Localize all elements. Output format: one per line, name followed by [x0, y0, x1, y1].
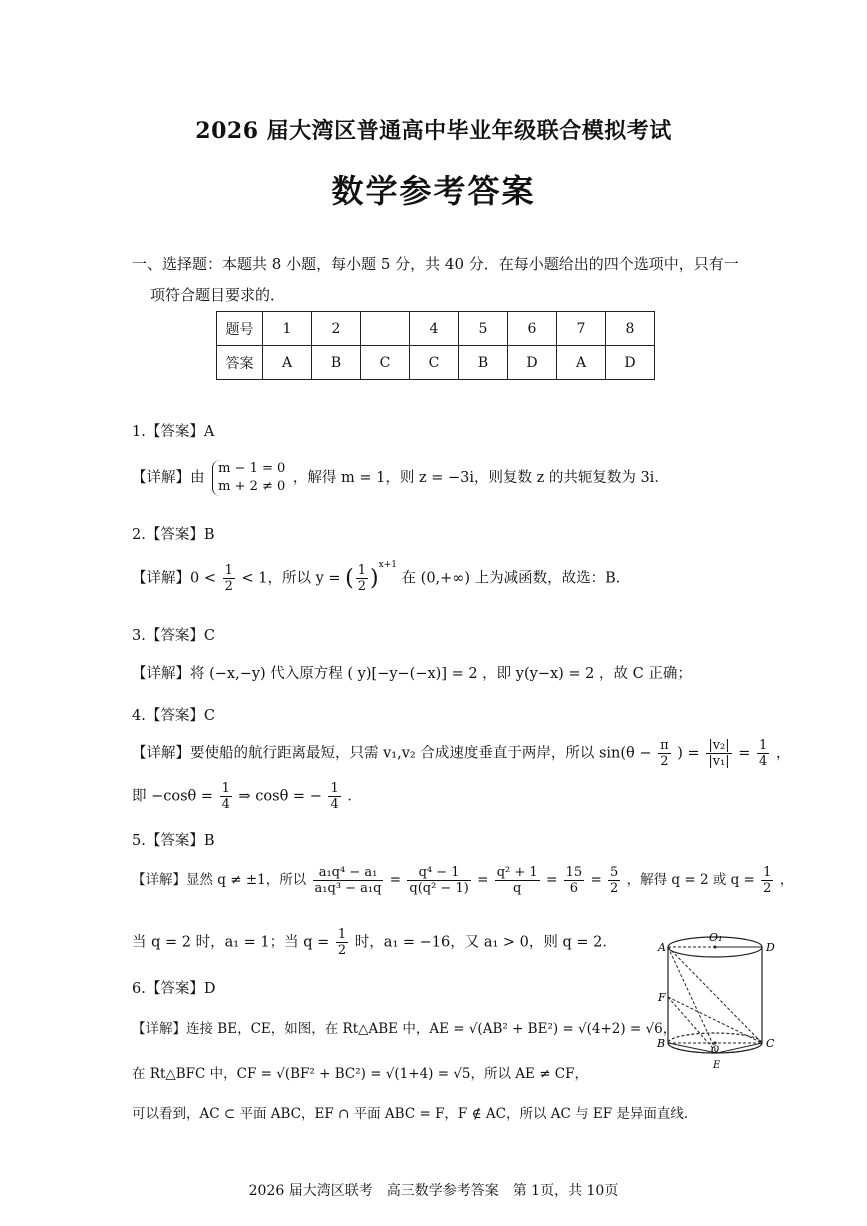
table-cell-answer: A [263, 346, 312, 380]
table-cell-number: 2 [312, 312, 361, 346]
label-O: O [711, 1045, 720, 1056]
q2-detail-mid: < 1，所以 y = [241, 570, 341, 587]
table-cell-number: 7 [557, 312, 606, 346]
q5-f1-num: a₁q⁴ − a₁ [313, 865, 384, 881]
q5-line2-post: 时，a₁ = −16，又 a₁ > 0，则 q = 2． [354, 934, 617, 951]
q4-v-fraction [706, 738, 731, 769]
q3-answer: 3.【答案】C [132, 628, 215, 644]
table-cell-number: 1 [263, 312, 312, 346]
table-row-numbers [217, 312, 655, 346]
cylinder-figure [655, 925, 785, 1075]
table-cell-answer: B [312, 346, 361, 380]
table-cell-answer: C [361, 346, 410, 380]
q6-detail-line1: 【详解】连接 BE，CE，如图，在 Rt△ABE 中，AE = √(AB² + BE²) = √(4+2) = √6， [132, 1021, 677, 1037]
q5-solve: ，解得 q = 2 或 q = [626, 872, 755, 888]
q5-frac4 [564, 865, 585, 896]
q1-detail-post: ，解得 m = 1，则 z = −3i，则复数 z 的共轭复数为 3i． [292, 470, 669, 486]
q5-frac-solution [761, 865, 773, 896]
q5-f5-num: 5 [610, 865, 619, 880]
q5-detail-line2 [132, 927, 617, 958]
label-E: E [713, 1060, 721, 1071]
q4-line2-pre: 即 −cosθ = [132, 788, 214, 805]
q1-answer: 1.【答案】A [132, 424, 215, 440]
q5-s-num: 1 [763, 865, 772, 880]
q4-l2-den2: 4 [330, 797, 339, 812]
q5-eq1: = [389, 872, 402, 888]
table-cell-number: 4 [410, 312, 459, 346]
q5-f2-den: q(q² − 1) [409, 881, 469, 896]
q5-detail-line1 [132, 865, 793, 896]
label-B: B [657, 1037, 666, 1050]
q2-base-num: 1 [357, 563, 367, 578]
table-header-number: 题号 [217, 312, 263, 346]
q4-pi-num: π [660, 738, 669, 753]
q4-detail-pre: 【详解】要使船的航行距离最短，只需 v₁,v₂ 合成速度垂直于两岸，所以 sin(θ − [132, 745, 652, 762]
q5-detail-pre: 【详解】显然 q ≠ ±1，所以 [132, 872, 307, 888]
q5-f5-den: 2 [610, 881, 619, 896]
label-D: D [766, 941, 775, 954]
table-cell-number: 6 [508, 312, 557, 346]
q5-f3-num: q² + 1 [496, 865, 538, 880]
q4-l2-num2: 1 [330, 781, 339, 796]
q3-detail: 【详解】将 (−x,−y) 代入原方程 ( y)[−y−(−x)] = 2 ，即 y(y−x) = 2 ，故 C 正确； [132, 666, 692, 682]
section-heading-line1: 一、选择题：本题共 8 小题，每小题 5 分，共 40 分．在每小题给出的四个选项中，只有一 [132, 255, 739, 273]
answer-table [216, 311, 655, 380]
q2-fraction [223, 563, 235, 594]
q5-frac2 [407, 865, 470, 896]
q4-eq: = [738, 745, 751, 762]
q4-line2-mid: ⇒ cosθ = − [238, 788, 322, 805]
q6-answer: 6.【答案】D [132, 981, 216, 997]
label-O1: O₁ [709, 931, 723, 944]
q4-line2-end: ． [347, 788, 362, 805]
q4-v-den: |v₁| [708, 754, 730, 769]
segment-AC [668, 947, 762, 1043]
q4-l2-num1: 1 [221, 781, 230, 796]
q4-quarter-fraction [757, 738, 769, 769]
q4-line2-frac2 [328, 781, 340, 812]
q5-eq4: = [590, 872, 602, 888]
q4-v-num: |v₂| [708, 738, 730, 753]
q1-detail [132, 460, 669, 496]
q4-end: ， [775, 745, 791, 762]
q5-frac5 [608, 865, 620, 896]
q4-q-den: 4 [759, 754, 768, 769]
q4-line2-frac1 [220, 781, 232, 812]
table-cell-number: 5 [459, 312, 508, 346]
q5-line2-pre: 当 q = 2 时，a₁ = 1；当 q = [132, 934, 330, 951]
q5-line2-frac [336, 927, 348, 958]
q5-f4-den: 6 [569, 881, 578, 896]
q6-detail-line3: 可以看到，AC ⊂ 平面 ABC，EF ∩ 平面 ABC = F，F ∉ AC，所以 AC 与 EF 是异面直线． [132, 1106, 698, 1122]
q5-s-den: 2 [763, 881, 772, 896]
q2-base-den: 2 [357, 579, 367, 594]
q2-frac-num: 1 [224, 563, 233, 578]
table-cell-answer: B [459, 346, 508, 380]
segment-AE [668, 947, 717, 1053]
q5-frac1 [313, 865, 384, 896]
document-title: 2026 届大湾区普通高中毕业年级联合模拟考试 [195, 118, 672, 144]
table-row-answers [217, 346, 655, 380]
q5-answer: 5.【答案】B [132, 833, 215, 849]
table-cell-number: 8 [606, 312, 655, 346]
q5-f2-num: q⁴ − 1 [407, 865, 470, 881]
q5-h-num: 1 [337, 927, 347, 942]
q4-pi-fraction [658, 738, 671, 769]
table-cell-answer: D [606, 346, 655, 380]
q2-detail-post: 在 (0,+∞) 上为减函数，故选：B． [401, 570, 631, 587]
q2-exponent: x+1 [378, 559, 397, 570]
table-cell-answer: D [508, 346, 557, 380]
q5-end: ， [779, 872, 794, 888]
table-cell-number [361, 312, 410, 346]
q2-answer: 2.【答案】B [132, 527, 215, 543]
q5-f4-num: 15 [565, 865, 583, 880]
table-cell-answer: C [410, 346, 459, 380]
label-F: F [658, 991, 666, 1004]
q5-eq3: = [545, 872, 558, 888]
q4-mid: ) = [677, 745, 700, 762]
document-subtitle: 数学参考答案 [331, 172, 536, 210]
label-C: C [766, 1037, 775, 1050]
q4-l2-den1: 4 [221, 797, 230, 812]
section-heading-line2: 项符合题目要求的． [150, 286, 286, 304]
q4-detail-line2 [132, 781, 362, 812]
label-A: A [658, 941, 666, 954]
q2-detail-pre: 【详解】0 < [132, 570, 216, 587]
table-header-answer: 答案 [217, 346, 263, 380]
q6-detail-line2: 在 Rt△BFC 中，CF = √(BF² + BC²) = √(1+4) = √5，所以 AE ≠ CF， [132, 1066, 588, 1082]
q2-detail: 【详解】0 < $\frac{1}{2}$ < 1，所以 y = ( $\frac{1}{2}$ )$^{x+1}$ 在 (0,+∞) 上为减函数，故选：B． [132, 559, 631, 594]
q4-detail-line1 [132, 738, 790, 769]
q2-frac-den: 2 [224, 579, 233, 594]
q5-eq2: = [477, 872, 489, 888]
q4-pi-den: 2 [660, 754, 669, 769]
table-cell-answer: A [557, 346, 606, 380]
q1-detail-pre: 【详解】由 [132, 470, 205, 486]
q4-answer: 4.【答案】C [132, 708, 215, 724]
point-O1 [714, 946, 717, 949]
q1-system-eq1: m − 1 = 0 [218, 461, 286, 476]
q4-q-num: 1 [759, 738, 768, 753]
q5-f1-den: a₁q³ − a₁q [314, 881, 382, 896]
q5-f3-den: q [513, 881, 522, 896]
q1-system-eq2: m + 2 ≠ 0 [218, 479, 286, 494]
q5-frac3 [495, 865, 540, 896]
page-footer: 2026 届大湾区联考 高三数学参考答案 第 1页，共 10页 [248, 1183, 619, 1199]
q5-h-den: 2 [337, 943, 347, 958]
q2-base-fraction [356, 563, 368, 594]
q1-equation-system [212, 460, 285, 496]
